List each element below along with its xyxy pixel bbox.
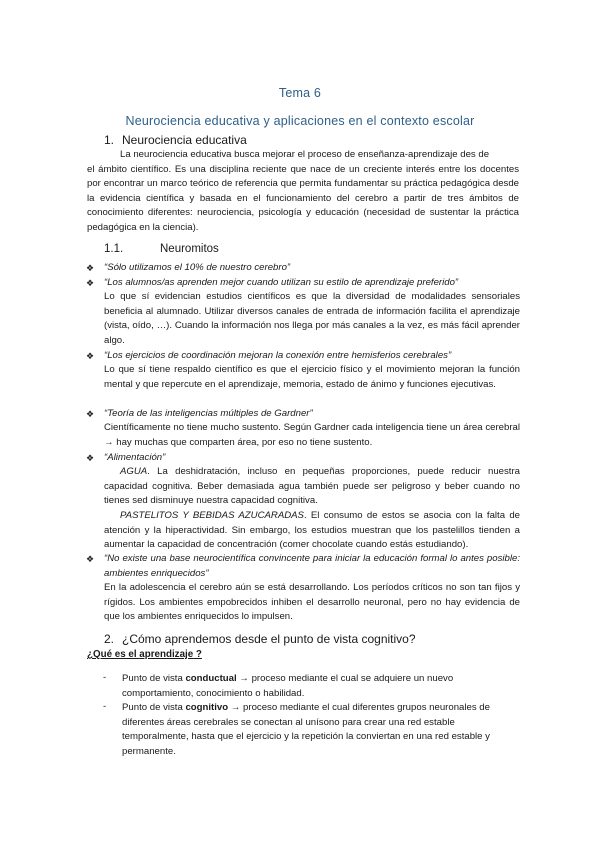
- section-1-paragraph: La neurociencia educativa busca mejorar el proceso de enseñanza-aprendizaje des de el ámbito científico. Es una disciplina reciente que nace de un creciente interés entre los docentes por encontrar un marco teórico de referencia que permita fundamentar su práctica pedagógica desde la evidencia científica y basada en el funcionamiento del cerebro a partir de tres ámbitos de conocimiento diferentes: neurociencia, psicología y educación (necesidad de sustentar la práctica pedagógica en la ciencia).: [87, 149, 519, 233]
- myth-3-text: Lo que sí tiene respaldo científico es que el ejercicio físico y el movimiento mejoran la función mental y que repercute en el aprendizaje, memoria, estado de ánimo y funciones ejecutivas.: [104, 364, 520, 390]
- myth-2: “Los alumnos/as aprenden mejor cuando utilizan su estilo de aprendizaje preferido”: [104, 277, 459, 288]
- section-1-heading: 1. Neurociencia educativa: [104, 133, 247, 147]
- myth-5: “Alimentación”: [104, 452, 166, 463]
- myth-2-text: Lo que sí evidencian estudios científicos es que la diversidad de modalidades sensoriales beneficia al alumnado. Utilizar diversos canales de entrada de información facilita el aprendizaje (vista, oído, …). Cuando la información nos llega por más canales a la vez, es más fácil aprender algo.: [104, 291, 520, 346]
- cognitivo-item: Punto de vista cognitivo → proceso mediante el cual diferentes grupos neuronales de diferentes áreas cerebrales se conectan al unísono para crear una red estable temporalmente, hasta que el ejercicio y la repetición la conviertan en una red estable y permanente.: [122, 702, 490, 757]
- dash-1: -: [103, 672, 107, 683]
- pastelitos-paragraph: PASTELITOS Y BEBIDAS AZUCARADAS. El consumo de estos se asocia con la falta de atención y la hiperactividad. Sin embargo, los estudios muestran que los pastelillos tienden a aumentar la capacidad de concentración (comer chocolate cuando estás estudiando).: [104, 510, 520, 551]
- agua-paragraph: AGUA. La deshidratación, incluso en pequeñas proporciones, puede reducir nuestra capacidad cognitiva. Beber demasiada agua también puede ser peligroso y beber cuando no tienes sed disminuye nuestra capacidad cognitiva.: [104, 466, 520, 507]
- myth-4-text: Científicamente no tiene mucho sustento. Según Gardner cada inteligencia tiene un área cerebral → hay muchas que comparten área, por eso no tiene sustento.: [104, 422, 520, 448]
- myth-4: “Teoría de las inteligencias múltiples de Gardner”: [104, 408, 313, 419]
- dash-2: -: [103, 701, 107, 712]
- que-es-aprendizaje: ¿Qué es el aprendizaje ?: [87, 649, 202, 660]
- conductual-item: Punto de vista conductual → proceso mediante el cual se adquiere un nuevo comportamiento, conocimiento o habilidad.: [122, 673, 454, 699]
- section-2-heading: 2. ¿Cómo aprendemos desde el punto de vista cognitivo?: [104, 632, 416, 646]
- myth-6-text: En la adolescencia el cerebro aún se está desarrollando. Los períodos críticos no son tan fijos y rígidos. Los ambientes empobrecidos inhiben el desarrollo neuronal, pero no hay evidencia de que los ambientes enriquecidos lo impulsen.: [104, 582, 520, 623]
- myth-3: “Los ejercicios de coordinación mejoran la conexión entre hemisferios cerebrales”: [104, 350, 452, 361]
- document-page: Tema 6 Neurociencia educativa y aplicaciones en el contexto escolar 1. Neurociencia educativa La neurociencia educativa busca mejorar el proceso de enseñanza-aprendizaje des de el ámbito científico. Es una disciplina reciente que nace de un creciente interés entre los docentes por encontrar un marco teórico de referencia que permita fundamentar su práctica pedagógica desde la evidencia científica y basada en el funcionamiento del cerebro a partir de tres ámbitos de conocimiento diferentes: neurociencia, psicología y educación (necesidad de sustentar la práctica pedagógica en la ciencia). 1.1. Neuromitos ❖ “Sólo utilizamos el 10% de nuestro cerebro” ❖ “Los alumnos/as aprenden mejor cuando utilizan su estilo de aprendizaje preferido” Lo que sí evidencian estudios científicos es que la diversidad de modalidades sensoriales beneficia al alumnado. Utilizar diversos canales de entrada de información facilita el aprendizaje (vista, oído, …). Cuando la información nos llega por más canales a la vez, es más fácil aprender algo. ❖ “Los ejercicios de coordinación mejoran la conexión entre hemisferios cerebrales” Lo que sí tiene respaldo científico es que el ejercicio físico y el movimiento mejoran la función mental y que repercute en el aprendizaje, memoria, estado de ánimo y funciones ejecutivas. ❖ “Teoría de las inteligencias múltiples de Gardner” Científicamente no tiene mucho sustento. Según Gardner cada inteligencia tiene un área cerebral → hay muchas que comparten área, por eso no tiene sustento. ❖ “Alimentación” AGUA. La deshidratación, incluso en pequeñas proporciones, puede reducir nuestra capacidad cognitiva. Beber demasiada agua también puede ser peligroso y beber cuando no tienes sed disminuye nuestra capacidad cognitiva. PASTELITOS Y BEBIDAS AZUCARADAS. El consumo de estos se asocia con la falta de atención y la hiperactividad. Sin embargo, los estudios muestran que los pastelillos tienden a aumentar la capacidad de concentración (comer chocolate cuando estás estudiando). ❖ “No existe una base neurocientífica convincente para iniciar la educación formal lo antes posible: ambientes enriquecidos” En la adolescencia el cerebro aún se está desarrollando. Los períodos críticos no son tan fijos y rígidos. Los ambientes empobrecidos inhiben el desarrollo neuronal, pero no hay evidencia de que los ambientes enriquecidos lo impulsen. 2. ¿Cómo aprendemos desde el punto de vista cognitivo? ¿Qué es el aprendizaje ? - Punto de vista conductual → proceso mediante el cual se adquiere un nuevo comportamiento, conocimiento o habilidad. - Punto de vista cognitivo → proceso mediante el cual diferentes grupos neuronales de diferentes áreas cerebrales se conectan al unísono para crear una red estable temporalmente, hasta que el ejercicio y la repetición la conviertan en una red estable y permanente.: [0, 0, 600, 848]
- doc-subtitle: Neurociencia educativa y aplicaciones en el contexto escolar: [125, 114, 475, 128]
- myth-6: “No existe una base neurocientífica convincente para iniciar la educación formal lo antes posible: ambientes enriquecidos”: [104, 553, 520, 579]
- myth-1: “Sólo utilizamos el 10% de nuestro cerebro”: [104, 262, 291, 273]
- doc-tema: Tema 6: [278, 86, 322, 100]
- section-1-1-heading: 1.1. Neuromitos: [104, 243, 219, 255]
